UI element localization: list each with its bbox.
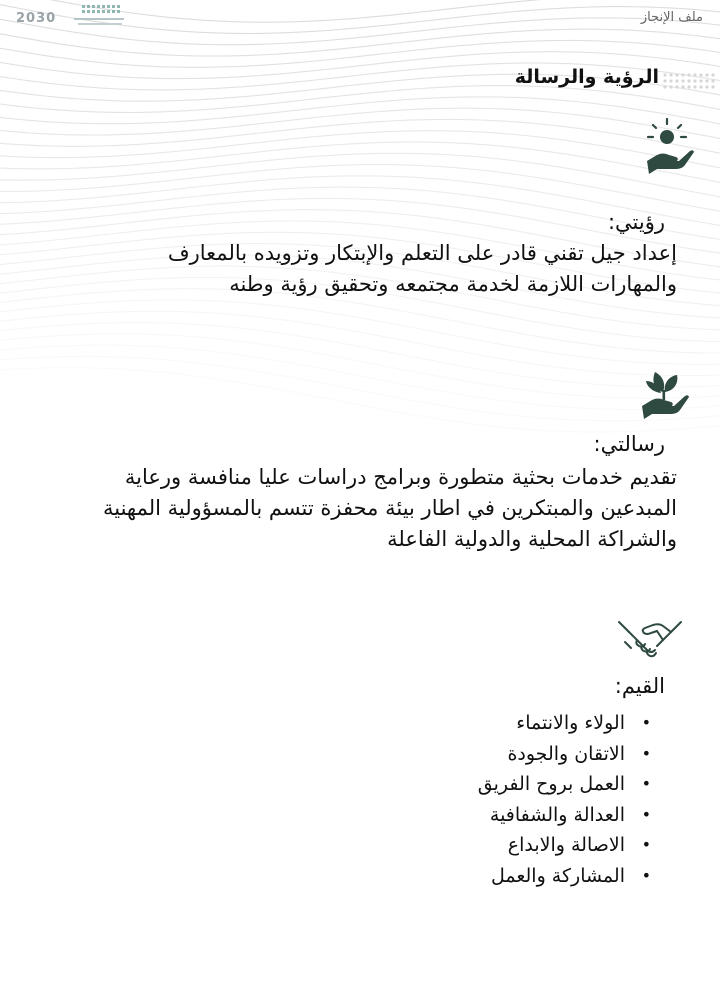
vision-2030-logo [14, 2, 124, 32]
value-item: • الاتقان والجودة [478, 739, 651, 770]
vision-text [37, 238, 677, 300]
page-title-row [515, 66, 659, 88]
logo-2030-text: 2030 [16, 11, 57, 26]
value-item: • المشاركة والعمل [478, 861, 651, 892]
values-label: القيم: [614, 674, 665, 698]
vision-line-1: إعداد جيل تقني قادر على التعلم والإبتكار وتزويده بالمعارف [167, 241, 677, 265]
file-label: ملف الإنجاز [640, 10, 703, 25]
value-item: • الولاء والانتماء [478, 708, 651, 739]
vision-label: رؤيتي: [607, 210, 665, 234]
handshake-icon [617, 612, 683, 664]
title-dots-icon [661, 72, 721, 94]
values-list [478, 708, 651, 891]
vision-line-2: والمهارات اللازمة لخدمة مجتمعه وتحقيق رؤية وطنه [229, 272, 677, 296]
value-item: • الاصالة والابداع [478, 830, 651, 861]
plant-hand-icon [639, 362, 691, 420]
value-item: • العمل بروح الفريق [478, 769, 651, 800]
page-title: الرؤية والرسالة [514, 66, 659, 88]
sun-hand-icon [643, 117, 695, 177]
mission-line-3: والشراكة المحلية والدولية الفاعلة [387, 527, 677, 551]
mission-line-2: المبدعين والمبتكرين في اطار بيئة محفزة تتسم بالمسؤولية المهنية [103, 496, 677, 520]
value-item: • العدالة والشفافية [478, 800, 651, 831]
ministry-logo-icon [72, 2, 126, 32]
mission-text [37, 462, 677, 555]
mission-line-1: تقديم خدمات بحثية متطورة وبرامج دراسات عليا منافسة ورعاية [124, 465, 677, 489]
mission-label: رسالتي: [593, 432, 665, 456]
